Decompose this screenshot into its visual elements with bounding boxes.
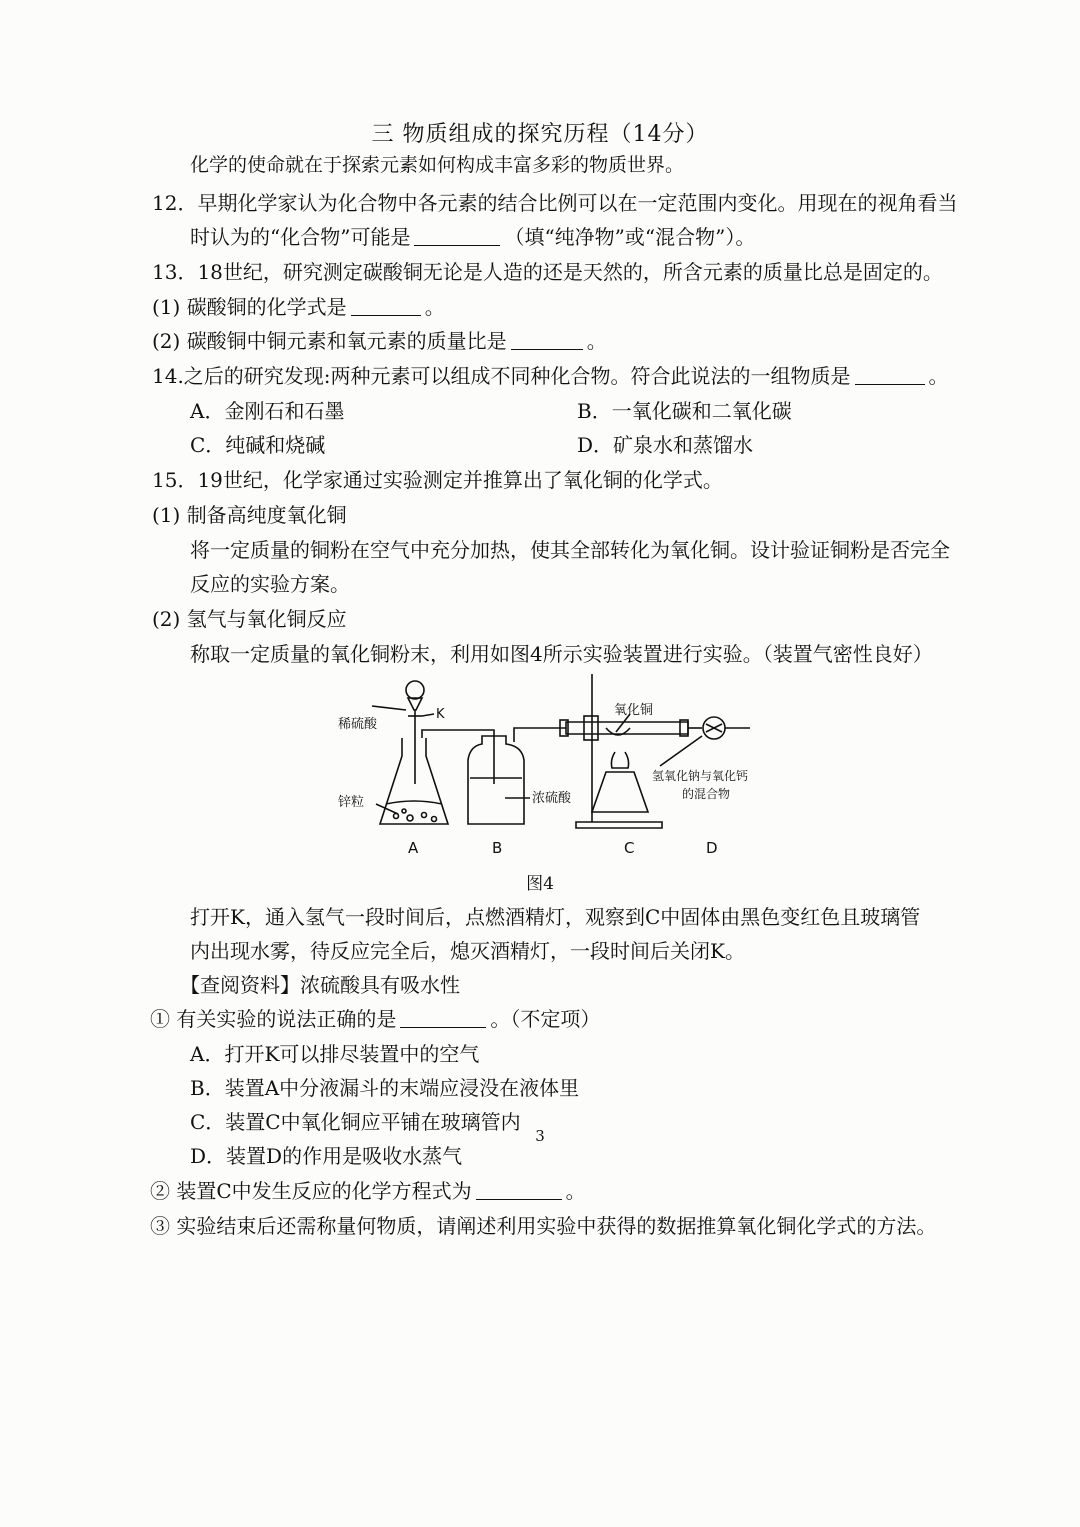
figure-caption: 图4: [526, 874, 554, 894]
q14-option-d[interactable]: D．矿泉水和蒸馏水: [577, 433, 754, 457]
q15-q3: ③ 实验结束后还需称量何物质，请阐述利用实验中获得的数据推算氧化铜化学式的方法。: [150, 1214, 937, 1238]
q15-q1-end: 。（不定项）: [490, 1007, 601, 1031]
q15-q2-blank[interactable]: [476, 1181, 562, 1200]
procedure-line2: 内出现水雾，待反应完全后，熄灭酒精灯，一段时间后关闭K。: [190, 939, 745, 963]
leader-zinc: [376, 804, 398, 814]
q15-q1-option-c[interactable]: C．装置C中氧化铜应平铺在玻璃管内: [190, 1110, 521, 1134]
label-dilute-acid: 稀硫酸: [338, 717, 378, 732]
q13-sub2-text: (2) 碳酸铜中铜元素和氧元素的质量比是: [152, 329, 507, 353]
q15-q1-blank[interactable]: [400, 1009, 486, 1028]
q15-sub1-text1: 将一定质量的铜粉在空气中充分加热，使其全部转化为氧化铜。设计验证铜粉是否完全: [190, 538, 950, 562]
procedure-line1: 打开K，通入氢气一段时间后，点燃酒精灯，观察到C中固体由黑色变红色且玻璃管: [190, 905, 921, 929]
q15-q2-end: 。: [565, 1179, 586, 1203]
apparatus-figure: [330, 672, 780, 862]
leader-dilute-acid: [372, 706, 406, 710]
label-zinc: 锌粒: [338, 795, 365, 810]
q13-sub1-end: 。: [424, 295, 445, 319]
lamp-flame: [611, 752, 628, 768]
q13-sub2-blank[interactable]: [511, 331, 583, 350]
q13-sub1-blank[interactable]: [351, 297, 421, 316]
label-apparatus-a: A: [408, 839, 419, 857]
section-title: 三 物质组成的探究历程（14分）: [371, 122, 709, 147]
q14-option-b[interactable]: B．一氧化碳和二氧化碳: [577, 399, 792, 423]
gas-washing-bottle: [468, 736, 524, 824]
q14-blank[interactable]: [855, 366, 925, 385]
q14-option-a[interactable]: A．金刚石和石墨: [190, 399, 345, 423]
q12-answer-blank[interactable]: [414, 227, 500, 246]
q12-line1: 12．早期化学家认为化合物中各元素的结合比例可以在一定范围内变化。用现在的视角看当: [152, 191, 958, 215]
q12-line2: [190, 224, 755, 250]
clamp: [584, 716, 598, 740]
tube-b-to-c: [514, 728, 566, 742]
q14-stem-end: 。: [928, 364, 949, 388]
iron-stand-base: [576, 822, 662, 828]
q15-q2: [150, 1178, 586, 1204]
label-apparatus-c: C: [624, 839, 635, 857]
q15-stem: 15．19世纪，化学家通过实验测定并推算出了氧化铜的化学式。: [152, 468, 723, 492]
q15-q2-text: ② 装置C中发生反应的化学方程式为: [150, 1179, 472, 1203]
flask-liquid: [386, 801, 442, 804]
leader-mixture: [660, 736, 702, 766]
q13-sub2-end: 。: [586, 329, 607, 353]
label-mixture-2: 的混合物: [682, 787, 731, 801]
q15-q1-option-d[interactable]: D．装置D的作用是吸收水蒸气: [190, 1144, 463, 1168]
label-valve-k: K: [436, 707, 445, 722]
leader-k: [422, 714, 434, 716]
page-number: 3: [535, 1127, 545, 1145]
q14-option-c[interactable]: C．纯碱和烧碱: [190, 433, 326, 457]
label-conc-acid: 浓硫酸: [532, 791, 572, 806]
label-copper-oxide: 氧化铜: [614, 703, 654, 718]
alcohol-lamp: [592, 772, 648, 812]
q15-sub1-text2: 反应的实验方案。: [190, 572, 350, 596]
q14-stem: [152, 363, 949, 389]
q12-line2-a: 时认为的“化合物”可能是: [190, 225, 411, 249]
q15-q1-option-b[interactable]: B．装置A中分液漏斗的末端应浸没在液体里: [190, 1076, 580, 1100]
q15-q1-option-a[interactable]: A．打开K可以排尽装置中的空气: [190, 1042, 480, 1066]
q12-line2-b: （填“纯净物”或“混合物”）。: [504, 225, 756, 249]
separatory-funnel-bulb: [406, 681, 424, 699]
q15-sub2-text: 称取一定质量的氧化铜粉末，利用如图4所示实验装置进行实验。（装置气密性良好）: [190, 642, 933, 666]
q14-stem-text: 14.之后的研究发现:两种元素可以组成不同种化合物。符合此说法的一组物质是: [152, 364, 851, 388]
label-apparatus-b: B: [492, 839, 503, 857]
q13-sub1: [152, 294, 445, 320]
q15-sub1-title: (1) 制备高纯度氧化铜: [152, 503, 347, 527]
q13-sub1-text: (1) 碳酸铜的化学式是: [152, 295, 347, 319]
intro-text: 化学的使命就在于探索元素如何构成丰富多彩的物质世界。: [190, 154, 685, 176]
q13-sub2: [152, 328, 607, 354]
q13-stem: 13．18世纪，研究测定碳酸铜无论是人造的还是天然的，所含元素的质量比总是固定的。: [152, 260, 943, 284]
q15-sub2-title: (2) 氢气与氧化铜反应: [152, 607, 347, 631]
label-mixture-1: 氢氧化钠与氧化钙: [652, 769, 749, 783]
q15-q1: [150, 1006, 600, 1032]
label-apparatus-d: D: [706, 839, 718, 857]
q15-q1-text: ① 有关实验的说法正确的是: [150, 1007, 397, 1031]
reference-note: 【查阅资料】浓硫酸具有吸水性: [180, 973, 460, 997]
